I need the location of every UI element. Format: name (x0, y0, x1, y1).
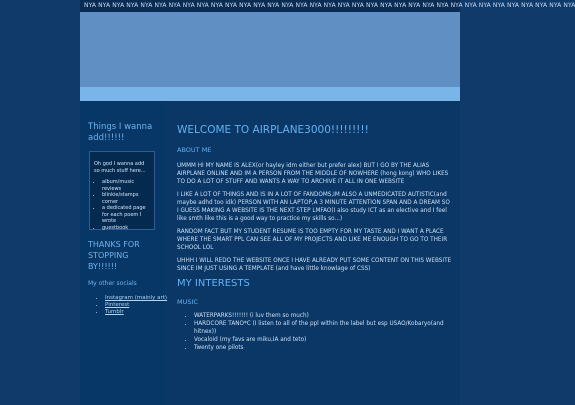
music-heading: MUSIC (177, 298, 198, 306)
marquee-banner: NYA NYA NYA NYA NYA NYA NYA NYA NYA NYA NYA NYA NYA NYA NYA NYA NYA NYA NYA NYA NYA NYA NYA NYA NYA NYA NYA NYA NYA NYA NYA NYA NYA NYA NYA (80, 0, 460, 12)
about-paragraph: RANDOM FACT BUT MY STUDENT RESUME IS TOO EMPTY FOR MY TASTE AND I WANT A PLACE WHERE THE SMART PPL CAN SEE ALL OF MY PROJECTS AND LIKE ME ENOUGH TO GO TO THEIR SCHOOL LOL (177, 229, 448, 251)
about-paragraph: I LIKE A LOT OF THINGS AND IS IN A LOT OF FANDOMS,IM ALSO A UNMEDICATED AUTISTIC(and maybe adhd too idk) PERSON WITH AN LAPTOP,A 3 MINUTE ATTENTION SPAN AND A DREAM SO I GUESS MAKING A WEBSITE IS THE NEXT STEP LMFAO(I also study ICT as an elective and I feel like smth like this is a good way to practice my skills so...) (177, 192, 450, 222)
social-item (105, 309, 169, 316)
todo-item: • blinkie/stamps corner (102, 192, 150, 205)
todo-item: • album/music reviews (102, 179, 150, 192)
about-paragraph: UMMM HI MY NAME IS ALEX(or hayley idm either but prefer alex) BUT I GO BY THE ALIAS AIRPLANE ONLINE AND IM A PERSON FROM THE MIDDLE OF NOWHERE (hong kong) WHO LIKES TO DO A LOT OF STUFF AND WANTS A WAY TO ARCHIVE IT ALL IN ONE WEBSITE (177, 163, 449, 185)
music-item: • Twenty one pilots (194, 344, 453, 352)
music-item: • Vocaloid (my favs are miku,IA and teto) (194, 336, 453, 344)
social-item (105, 302, 169, 309)
social-item (105, 295, 169, 302)
todo-list (94, 179, 150, 231)
main-content (177, 124, 453, 405)
about-heading: ABOUT ME (177, 146, 212, 154)
social-link-tumblr[interactable]: Tumblr (105, 309, 124, 315)
social-link-instagram[interactable]: Instagram (mainly art) (105, 295, 168, 301)
todo-box (89, 151, 155, 230)
todo-item: • guestbook (102, 225, 150, 232)
thanks-heading: THANKS FOR STOPPING BY!!!!!! (88, 240, 140, 271)
nav-strip (80, 87, 460, 101)
music-item: • HARDCORE TANO*C (I listen to all of the ppl within the label but esp USAO/Kobaryo(and hitnex)) (194, 320, 453, 336)
sidebar-title: Things I wanna add!!!!!! (88, 122, 153, 143)
page-title: WELCOME TO AIRPLANE3000!!!!!!!!! (177, 124, 369, 136)
socials-list (96, 295, 169, 316)
todo-item: • a dedicated page for each poem I wrote (102, 205, 150, 225)
header-banner (80, 12, 460, 87)
social-link-pinterest[interactable]: Pinterest (105, 302, 130, 308)
todo-intro: Oh god I wanna add so much stuff here... (94, 161, 146, 174)
other-socials-heading: My other socials (88, 280, 137, 287)
interests-heading: MY INTERESTS (177, 278, 250, 289)
music-item: • WATERPARKS!!!!!!! (i luv them so much) (194, 312, 453, 320)
about-paragraph: UHHH I WILL REDO THE WEBSITE ONCE I HAVE ALREADY PUT SOME CONTENT ON THIS WEBSITE SINCE IM JUST USING A TEMPLATE (and have little knowlage of CSS) (177, 258, 452, 272)
music-list (177, 312, 453, 352)
